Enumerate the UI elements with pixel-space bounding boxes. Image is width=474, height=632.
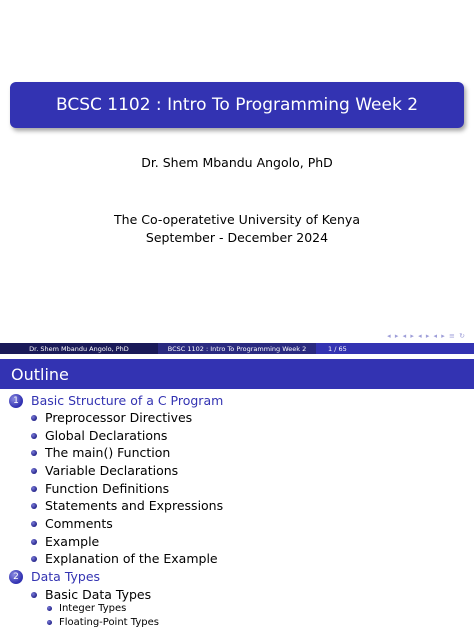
slide-footer [0, 343, 474, 354]
list-item[interactable]: Function Definitions [31, 481, 169, 496]
section-number-badge: 1 [9, 394, 23, 408]
list-item[interactable]: Preprocessor Directives [31, 410, 192, 425]
bullet-icon [31, 468, 37, 474]
section-1[interactable] [9, 393, 223, 408]
bullet-icon [31, 503, 37, 509]
footer-title: BCSC 1102 : Intro To Programming Week 2 [158, 343, 316, 354]
list-item[interactable]: Statements and Expressions [31, 498, 223, 513]
bullet-icon [47, 606, 52, 611]
institution: The Co-operatetive University of Kenya [114, 212, 360, 227]
footer-page-number: 1 / 65 [316, 343, 474, 354]
beamer-navigation-icons[interactable]: ◂ ▸ ◂ ▸ ◂ ▸ ◂ ▸ ≡ ↻ [387, 332, 466, 340]
bullet-icon [31, 415, 37, 421]
list-item[interactable]: Example [31, 534, 99, 549]
list-item[interactable]: Variable Declarations [31, 463, 178, 478]
list-item[interactable]: The main() Function [31, 445, 170, 460]
bullet-icon [31, 521, 37, 527]
bullet-icon [31, 556, 37, 562]
list-item[interactable]: Basic Data Types [31, 587, 151, 602]
bullet-icon [47, 620, 52, 625]
footer-author: Dr. Shem Mbandu Angolo, PhD [0, 343, 158, 354]
bullet-icon [31, 450, 37, 456]
date-range: September - December 2024 [145, 230, 329, 245]
author-name: Dr. Shem Mbandu Angolo, PhD [141, 155, 333, 170]
list-item[interactable]: Explanation of the Example [31, 551, 218, 566]
bullet-icon [31, 433, 37, 439]
sub-list-item[interactable]: Integer Types [47, 603, 126, 614]
list-item[interactable]: Global Declarations [31, 428, 167, 443]
bullet-icon [31, 592, 37, 598]
outline-heading [0, 359, 474, 389]
list-item[interactable]: Comments [31, 516, 113, 531]
bullet-icon [31, 486, 37, 492]
section-number-badge: 2 [9, 570, 23, 584]
section-title: Basic Structure of a C Program [31, 393, 224, 408]
bullet-icon [31, 539, 37, 545]
section-2[interactable] [9, 569, 100, 584]
sub-list-item[interactable]: Floating-Point Types [47, 617, 159, 628]
title-banner [10, 82, 464, 128]
slide-title: BCSC 1102 : Intro To Programming Week 2 [55, 95, 419, 115]
section-title: Data Types [31, 569, 101, 584]
outline-title: Outline [11, 364, 69, 384]
